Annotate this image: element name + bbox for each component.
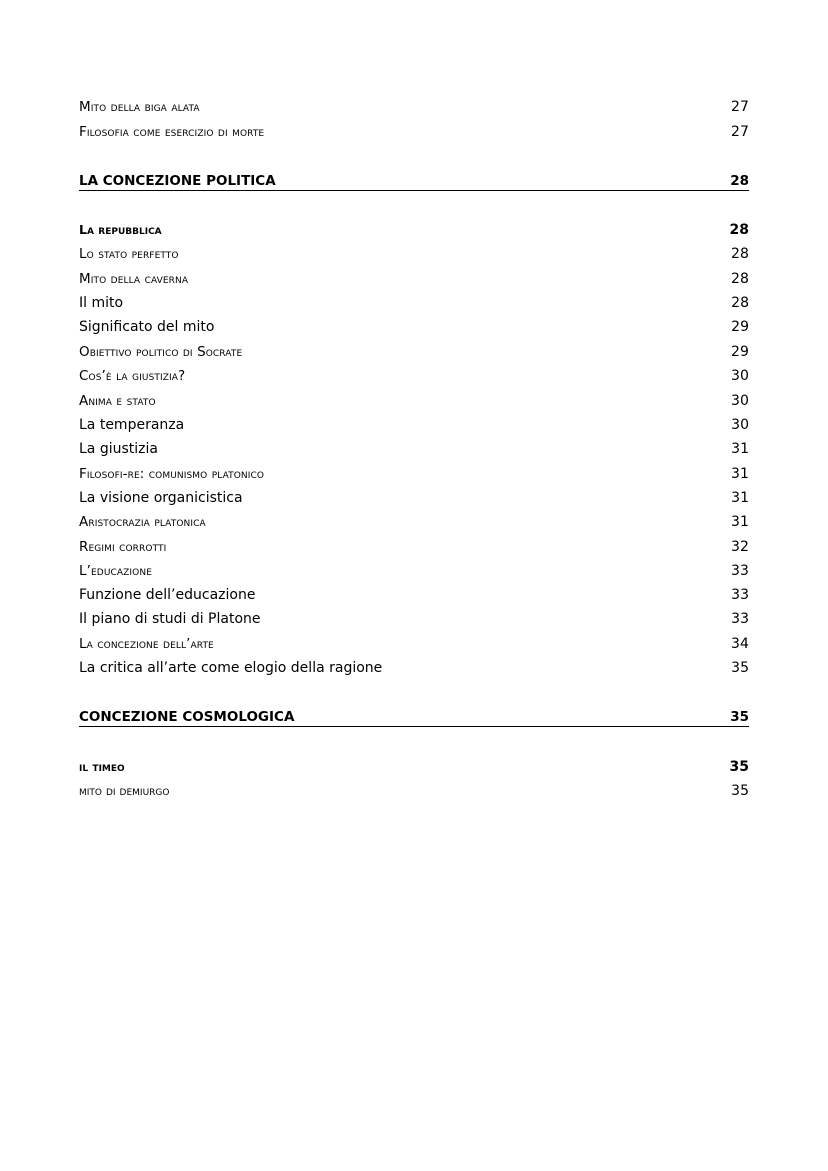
toc-entry	[79, 490, 749, 506]
toc-entry-page: 31	[731, 490, 749, 506]
toc-chapter-title: LA CONCEZIONE POLITICA	[79, 173, 276, 189]
toc-entry	[79, 636, 749, 652]
toc-entry-page: 30	[731, 417, 749, 433]
toc-entry-page: 34	[730, 636, 749, 652]
toc-entry-title: L’educazione	[79, 563, 152, 579]
toc-section-page: 28	[729, 222, 749, 238]
toc-entry-page: 31	[730, 466, 749, 482]
toc-entry-title: mito di demiurgo	[79, 783, 170, 798]
toc-entry-page: 30	[730, 368, 749, 384]
toc-entry-page: 35	[731, 660, 749, 676]
toc-entry	[79, 368, 749, 384]
toc-entry-title: La critica all’arte come elogio della ragione	[79, 660, 383, 676]
toc-entry-title: Il mito	[79, 295, 124, 311]
toc-chapter-page: 28	[730, 173, 749, 189]
toc-entry-page: 29	[730, 344, 749, 360]
toc-entry	[79, 587, 749, 603]
toc-entry-page: 30	[730, 393, 749, 409]
toc-entry	[79, 393, 749, 409]
toc-entry-page: 33	[730, 563, 749, 579]
toc-entry	[79, 539, 749, 555]
toc-section-title: La repubblica	[79, 222, 162, 237]
toc-chapter-entry	[79, 173, 749, 191]
toc-entry-title: Mito della biga alata	[79, 99, 200, 115]
toc-entry-title: Mito della caverna	[79, 271, 189, 287]
toc-entry	[79, 563, 749, 579]
toc-entry	[79, 660, 749, 676]
toc-entry-page: 27	[730, 99, 749, 115]
toc-entry	[79, 466, 749, 482]
toc-entry-title: La temperanza	[79, 417, 185, 433]
toc-entry-title: Filosofi-re: comunismo platonico	[79, 466, 265, 482]
toc-entry-title: Significato del mito	[79, 319, 215, 335]
toc-entry-title: Aristocrazia platonica	[79, 514, 206, 530]
toc-entry-page: 31	[731, 441, 749, 457]
toc-entry-page: 28	[730, 246, 749, 262]
toc-entry	[79, 271, 749, 287]
toc-entry	[79, 99, 749, 115]
toc-entry-page: 32	[730, 539, 749, 555]
toc-entry-page: 35	[731, 783, 749, 799]
toc-entry	[79, 783, 749, 799]
toc-entry-title: Anima e stato	[79, 393, 156, 409]
toc-entry-title: La giustizia	[79, 441, 158, 457]
toc-chapter-title: CONCEZIONE COSMOLOGICA	[79, 709, 295, 725]
toc-entry	[79, 319, 749, 335]
toc-entry-page: 31	[730, 514, 749, 530]
toc-entry-title: Regimi corrotti	[79, 539, 167, 555]
toc-entry-page: 27	[730, 124, 749, 140]
toc-chapter-page: 35	[730, 709, 749, 725]
toc-section-title: il timeo	[79, 759, 125, 774]
toc-chapter-entry	[79, 709, 749, 727]
toc-entry	[79, 611, 749, 627]
toc-entry-title: Lo stato perfetto	[79, 246, 179, 262]
toc-entry-title: La visione organicistica	[79, 490, 243, 506]
toc-section-entry	[79, 759, 749, 775]
toc-entry-title: Obiettivo politico di Socrate	[79, 344, 243, 360]
toc-entry-page: 33	[731, 611, 749, 627]
toc-entry	[79, 124, 749, 140]
toc-entry	[79, 417, 749, 433]
toc-entry-title: Funzione dell’educazione	[79, 587, 256, 603]
toc-entry-page: 29	[731, 319, 749, 335]
toc-entry	[79, 514, 749, 530]
toc-entry-title: Cos’è la giustizia?	[79, 368, 186, 384]
toc-entry-page: 28	[731, 295, 749, 311]
toc-entry	[79, 344, 749, 360]
toc-entry-title: La concezione dell’arte	[79, 636, 214, 652]
toc-section-page: 35	[729, 759, 749, 775]
toc-entry	[79, 441, 749, 457]
toc-entry	[79, 246, 749, 262]
toc-entry-title: Filosofia come esercizio di morte	[79, 124, 265, 140]
toc-entry-page: 28	[730, 271, 749, 287]
toc-entry-page: 33	[731, 587, 749, 603]
toc-entry	[79, 295, 749, 311]
toc-entry-title: Il piano di studi di Platone	[79, 611, 261, 627]
toc-section-entry	[79, 222, 749, 238]
